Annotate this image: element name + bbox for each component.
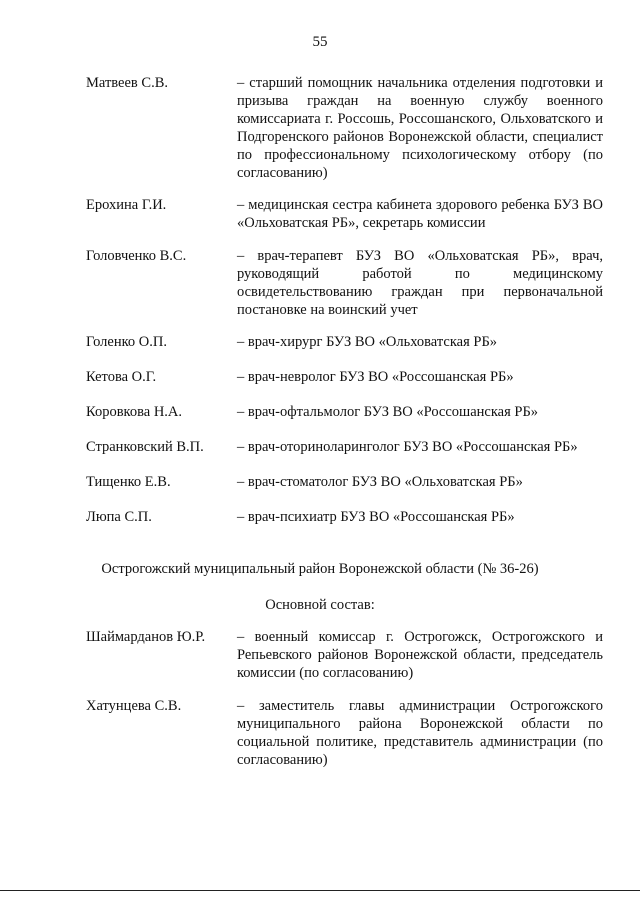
member-role: – медицинская сестра кабинета здорового ребенка БУЗ ВО «Ольховатская РБ», секретарь комиссии xyxy=(237,197,603,231)
member-name: Тищенко Е.В. xyxy=(86,474,171,490)
member-role: – заместитель главы администрации Острогожского муниципального района Воронежской области по социальной политике, представитель администрации (по согласованию) xyxy=(237,698,603,768)
member-name: Голенко О.П. xyxy=(86,334,167,350)
member-role: – врач-психиатр БУЗ ВО «Россошанская РБ» xyxy=(237,509,515,525)
member-name: Хатунцева С.В. xyxy=(86,698,182,714)
page-bottom-divider xyxy=(0,890,640,891)
member-role: – врач-оториноларинголог БУЗ ВО «Россошанская РБ» xyxy=(237,439,578,455)
page-number: 55 xyxy=(312,34,328,50)
member-role: – врач-невролог БУЗ ВО «Россошанская РБ» xyxy=(237,369,514,385)
member-role: – старший помощник начальника отделения подготовки и призыва граждан на военную службу военного комиссариата г. Россошь, Россошанского, Ольховатского и Подгоренского районов Воронежской области, специалист по профессиональному психологическому отбору (по согласованию) xyxy=(237,75,603,181)
composition-title: Основной состав: xyxy=(265,597,375,613)
member-name: Ерохина Г.И. xyxy=(86,197,167,213)
member-name: Шаймарданов Ю.Р. xyxy=(86,629,206,645)
member-role: – военный комиссар г. Острогожск, Острогожского и Репьевского районов Воронежской области, председатель комиссии (по согласованию) xyxy=(237,629,603,681)
member-role: – врач-стоматолог БУЗ ВО «Ольховатская РБ» xyxy=(237,474,523,490)
member-name: Люпа С.П. xyxy=(86,509,152,525)
member-name: Коровкова Н.А. xyxy=(86,404,183,420)
member-name: Матвеев С.В. xyxy=(86,75,168,91)
member-name: Головченко В.С. xyxy=(86,248,187,264)
member-role: – врач-хирург БУЗ ВО «Ольховатская РБ» xyxy=(237,334,498,350)
member-name: Кетова О.Г. xyxy=(86,369,157,385)
district-title: Острогожский муниципальный район Воронежской области (№ 36-26) xyxy=(101,561,539,577)
member-role: – врач-терапевт БУЗ ВО «Ольховатская РБ», врач, руководящий работой по медицинскому освидетельствованию граждан при первоначальной постановке на воинский учет xyxy=(237,248,603,318)
member-name: Странковский В.П. xyxy=(86,439,204,455)
member-role: – врач-офтальмолог БУЗ ВО «Россошанская РБ» xyxy=(237,404,539,420)
